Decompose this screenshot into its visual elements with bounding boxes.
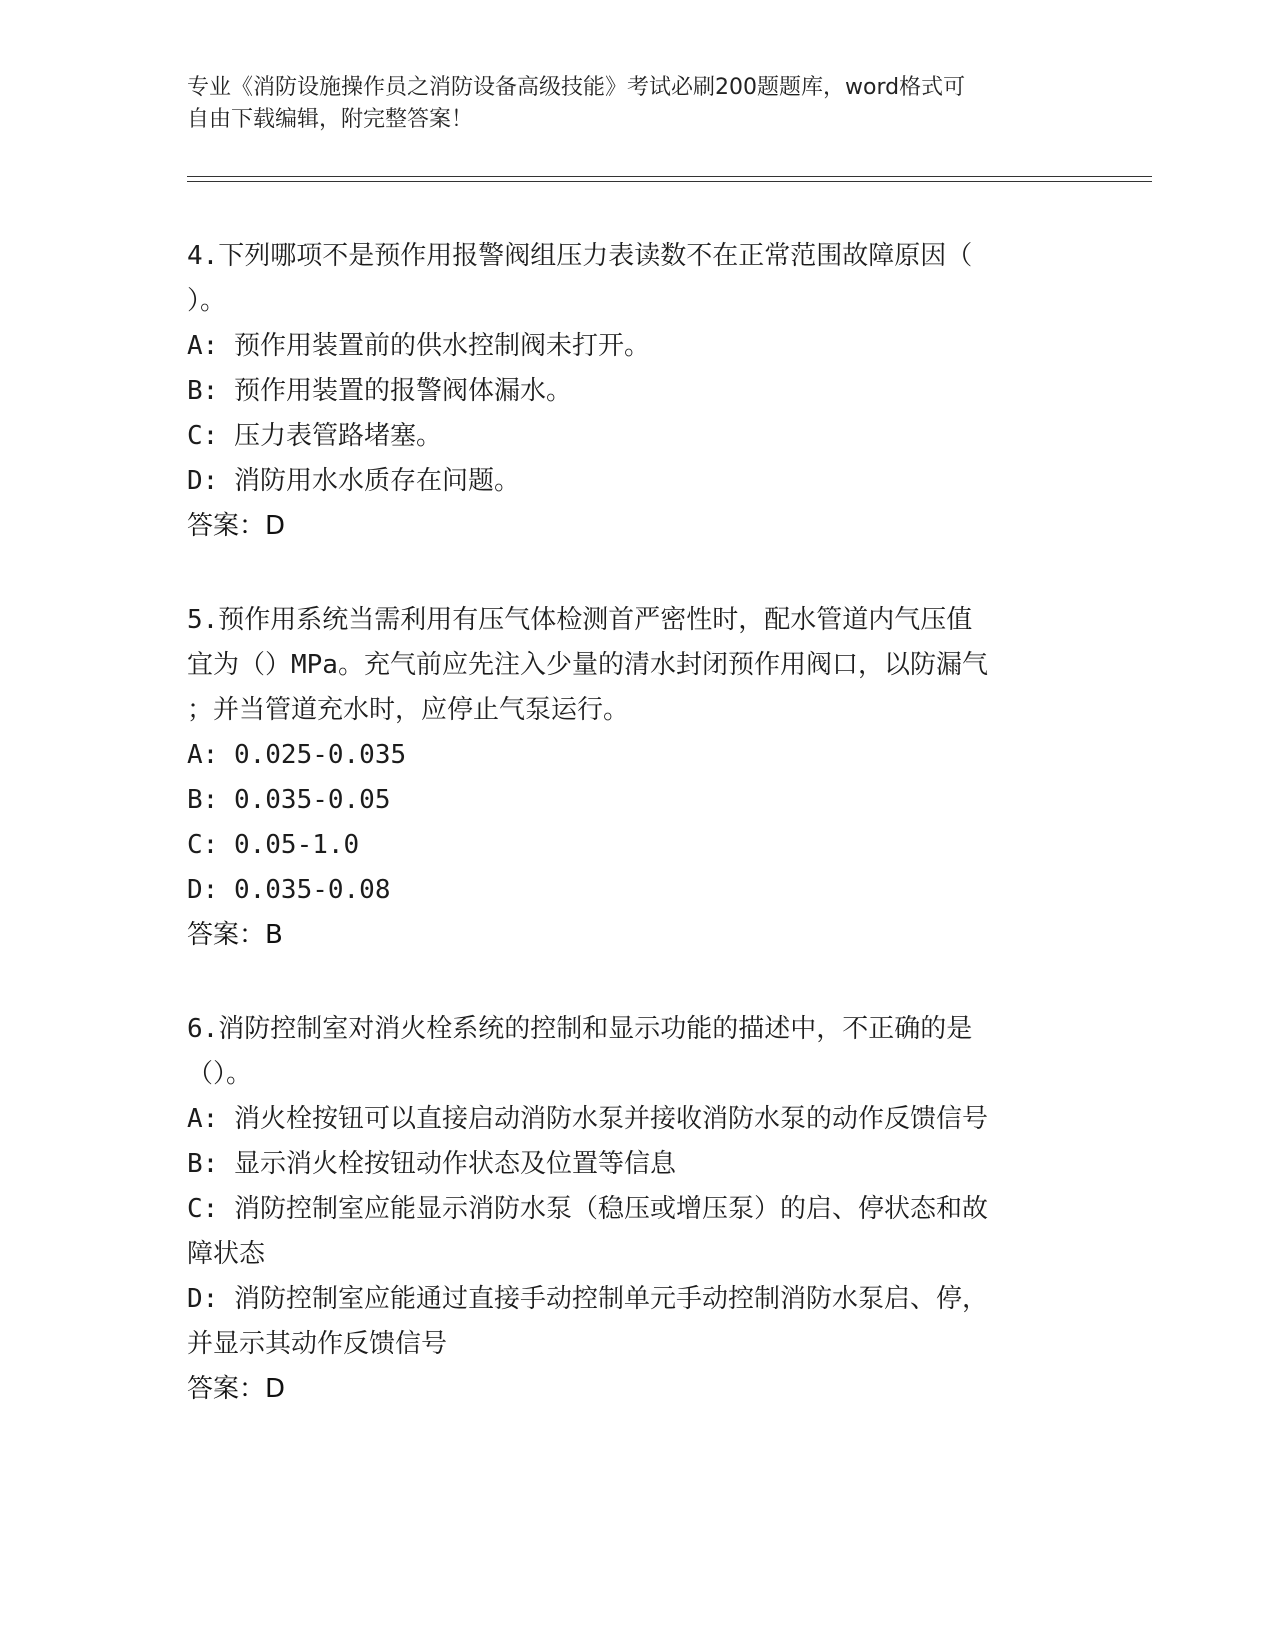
header-divider-top [187, 176, 1152, 177]
option-d: D: 0.035-0.08 [187, 875, 391, 905]
question-stem-line: 5.预作用系统当需利用有压气体检测首严密性时，配水管道内气压值 [187, 605, 973, 635]
option-d-continued: 并显示其动作反馈信号 [187, 1329, 448, 1359]
option-d: D: 消防用水水质存在问题。 [187, 466, 520, 496]
option-c: C: 0.05-1.0 [187, 830, 360, 860]
header-line-1: 专业《消防设施操作员之消防设备高级技能》考试必刷200题题库，word格式可 [187, 75, 966, 100]
header-line-2: 自由下载编辑，附完整答案！ [187, 107, 474, 132]
option-a: A: 0.025-0.035 [187, 740, 407, 770]
question-stem-line: ）。 [187, 286, 227, 316]
answer-label: 答案：D [187, 1374, 286, 1404]
answer-label: 答案：B [187, 920, 283, 950]
option-d: D: 消防控制室应能通过直接手动控制单元手动控制消防水泵启、停， [187, 1284, 988, 1314]
option-b: B: 预作用装置的报警阀体漏水。 [187, 376, 572, 406]
question-stem-line: 4.下列哪项不是预作用报警阀组压力表读数不在正常范围故障原因（ [187, 241, 973, 271]
option-c: C: 压力表管路堵塞。 [187, 421, 442, 451]
question-stem-line: （）。 [187, 1059, 253, 1089]
answer-label: 答案：D [187, 511, 286, 541]
option-c: C: 消防控制室应能显示消防水泵（稳压或增压泵）的启、停状态和故 [187, 1194, 988, 1224]
option-b: B: 0.035-0.05 [187, 785, 391, 815]
question-stem-line: 6.消防控制室对消火栓系统的控制和显示功能的描述中，不正确的是 [187, 1014, 973, 1044]
question-stem-line: 宜为（）MPa。充气前应先注入少量的清水封闭预作用阀口，以防漏气 [187, 650, 988, 680]
option-a: A: 预作用装置前的供水控制阀未打开。 [187, 331, 650, 361]
question-4 [187, 234, 1087, 549]
document-header [187, 72, 1067, 136]
option-b: B: 显示消火栓按钮动作状态及位置等信息 [187, 1149, 676, 1179]
question-stem-line: ；并当管道充水时，应停止气泵运行。 [187, 695, 630, 725]
question-5 [187, 598, 1087, 958]
option-c-continued: 障状态 [187, 1239, 266, 1269]
header-divider-bottom [187, 181, 1152, 182]
option-a: A: 消火栓按钮可以直接启动消防水泵并接收消防水泵的动作反馈信号 [187, 1104, 988, 1134]
question-6 [187, 1007, 1087, 1412]
